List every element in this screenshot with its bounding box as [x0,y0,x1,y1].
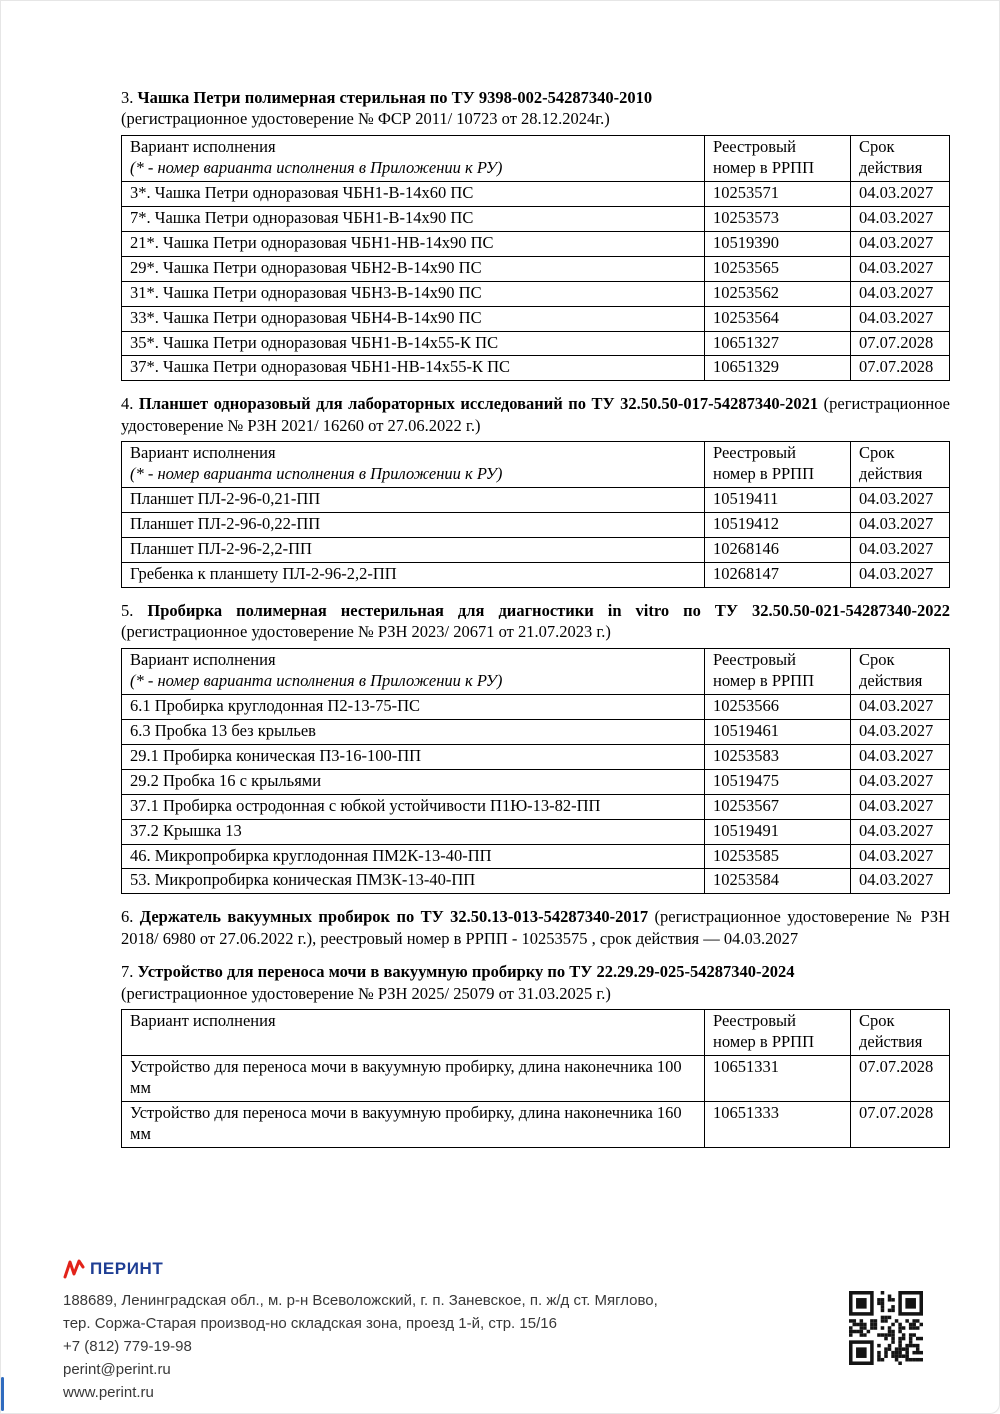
header-variant-label: Вариант исполнения [130,136,276,156]
heading-run: 7. [121,962,138,982]
variant-cell: Устройство для переноса мочи в вакуумную пробирку, длина наконечника 160 мм [122,1101,705,1147]
registry-cell: 10253573 [705,206,851,231]
header-variant-note: (* - номер варианта исполнения в Приложении к РУ) [130,464,503,484]
qr-code [849,1291,923,1365]
heading-run: Пробирка полимерная нестерильная для диагностики in vitro по ТУ 32.50.50-021-54287340-2022 [147,601,950,620]
term-cell: 04.03.2027 [851,744,950,769]
footer-address-line-2: тер. Соржа-Старая производ-но складская зона, проезд 1-й, стр. 15/16 [63,1315,557,1332]
table-row [122,694,950,719]
table-row [122,206,950,231]
registry-cell: 10519411 [705,488,851,513]
header-variant-note: (* - номер варианта исполнения в Приложении к РУ) [130,670,503,690]
variant-cell: 29.1 Пробирка коническая П3-16-100-ПП [122,744,705,769]
table-row [122,488,950,513]
section-4-heading [121,393,950,436]
table-row [122,794,950,819]
table-row [122,306,950,331]
section-7-heading [121,961,950,1004]
section-6 [121,906,950,949]
variant-cell: 37.1 Пробирка остродонная с юбкой устойчивости П1Ю-13-82-ПП [122,794,705,819]
header-registry-cell: Реестровый номер в РРПП [705,1010,851,1056]
section-5 [121,600,950,894]
registry-cell: 10253566 [705,694,851,719]
section-5-table [121,648,950,895]
term-cell: 04.03.2027 [851,694,950,719]
registry-cell: 10519390 [705,231,851,256]
registry-cell: 10519491 [705,819,851,844]
perint-logo-text: ПЕРИНТ [90,1259,164,1278]
header-term-cell: Срок действия [851,135,950,181]
term-cell: 07.07.2028 [851,331,950,356]
table-row [122,331,950,356]
section-5-heading [121,600,950,643]
heading-run: Чашка Петри полимерная стерильная по ТУ 9398-002-54287340-2010 [137,88,653,107]
variant-cell: 29*. Чашка Петри одноразовая ЧБН2-В-14х90 ПС [122,256,705,281]
section-3-heading [121,87,950,130]
heading-run: (регистрационное удостоверение № РЗН 2018/ 6980 от 27.06.2022 г.), реестровый номер в РРПП - 10253575 , срок действия — 04.03.2027 [121,907,951,948]
table-row [122,1056,950,1102]
corner-mark [1,1377,4,1411]
registry-cell: 10651333 [705,1101,851,1147]
heading-run: 3. [121,88,138,107]
section-7-table [121,1009,950,1148]
header-registry-cell: Реестровый номер в РРПП [705,442,851,488]
heading-run: (регистрационное удостоверение № ФСР 2011/ 10723 от 28.12.2024г.) [121,109,610,129]
term-cell: 04.03.2027 [851,538,950,563]
term-cell: 04.03.2027 [851,206,950,231]
registry-cell: 10519475 [705,769,851,794]
registry-cell: 10253567 [705,794,851,819]
table-row [122,744,950,769]
heading-run: 4. [121,394,139,414]
header-variant-label: Вариант исполнения [130,649,276,669]
term-cell: 07.07.2028 [851,1101,950,1147]
term-cell: 04.03.2027 [851,719,950,744]
registry-cell: 10253562 [705,281,851,306]
variant-cell: 21*. Чашка Петри одноразовая ЧБН1-НВ-14х90 ПС [122,231,705,256]
heading-run: (регистрационное удостоверение № РЗН 2025/ 25079 от 31.03.2025 г.) [121,983,611,1003]
term-cell: 07.07.2028 [851,356,950,381]
registry-cell: 10253585 [705,844,851,869]
table-header-row [122,442,950,488]
table-header-row [122,135,950,181]
header-registry-cell: Реестровый номер в РРПП [705,135,851,181]
table-row [122,719,950,744]
variant-cell: 6.3 Пробка 13 без крыльев [122,719,705,744]
footer [63,1257,947,1401]
header-variant-cell [122,648,705,694]
table-row [122,281,950,306]
heading-run: Планшет одноразовый для лабораторных исследований по ТУ 32.50.50-017-54287340-2021 [138,394,819,414]
registry-cell: 10268146 [705,538,851,563]
header-term-cell: Срок действия [851,648,950,694]
variant-cell: 29.2 Пробка 16 с крыльями [122,769,705,794]
table-row [122,231,950,256]
variant-cell: 31*. Чашка Петри одноразовая ЧБН3-В-14х90 ПС [122,281,705,306]
footer-phone: +7 (812) 779-19-98 [63,1338,192,1355]
variant-cell: Планшет ПЛ-2-96-0,22-ПП [122,513,705,538]
term-cell: 07.07.2028 [851,1056,950,1102]
registry-cell: 10519412 [705,513,851,538]
variant-cell: 7*. Чашка Петри одноразовая ЧБН1-В-14х90 ПС [122,206,705,231]
term-cell: 04.03.2027 [851,306,950,331]
header-variant-cell [122,442,705,488]
registry-cell: 10253565 [705,256,851,281]
perint-logo [63,1257,947,1281]
variant-cell: 33*. Чашка Петри одноразовая ЧБН4-В-14х90 ПС [122,306,705,331]
table-row [122,356,950,381]
table-row [122,1101,950,1147]
header-variant-cell [122,1010,705,1056]
term-cell: 04.03.2027 [851,794,950,819]
table-row [122,538,950,563]
variant-cell: 46. Микропробирка круглодонная ПМ2К-13-40-ПП [122,844,705,869]
registry-cell: 10253564 [705,306,851,331]
heading-run: (регистрационное удостоверение № РЗН 2023/ 20671 от 21.07.2023 г.) [121,622,611,642]
table-header-row [122,1010,950,1056]
variant-cell: 35*. Чашка Петри одноразовая ЧБН1-В-14х55-К ПС [122,331,705,356]
term-cell: 04.03.2027 [851,819,950,844]
header-term-cell: Срок действия [851,442,950,488]
sections [121,87,950,1148]
section-4-table [121,441,950,588]
term-cell: 04.03.2027 [851,488,950,513]
registry-cell: 10253584 [705,869,851,894]
header-variant-cell [122,135,705,181]
table-row [122,563,950,588]
table-header-row [122,648,950,694]
term-cell: 04.03.2027 [851,231,950,256]
header-variant-label: Вариант исполнения [130,443,276,463]
header-variant-note: (* - номер варианта исполнения в Приложении к РУ) [130,157,503,177]
term-cell: 04.03.2027 [851,256,950,281]
registry-cell: 10651329 [705,356,851,381]
table-row [122,819,950,844]
footer-contact-block [63,1289,947,1404]
variant-cell: Устройство для переноса мочи в вакуумную пробирку, длина наконечника 100 мм [122,1056,705,1102]
table-row [122,869,950,894]
section-4 [121,393,950,588]
footer-website: www.perint.ru [63,1384,154,1401]
heading-run: 6. [121,907,140,927]
variant-cell: Гребенка к планшету ПЛ-2-96-2,2-ПП [122,563,705,588]
term-cell: 04.03.2027 [851,563,950,588]
perint-logo-icon [63,1259,85,1279]
table-row [122,256,950,281]
term-cell: 04.03.2027 [851,513,950,538]
variant-cell: 37.2 Крышка 13 [122,819,705,844]
header-term-cell: Срок действия [851,1010,950,1056]
variant-cell: 53. Микропробирка коническая ПМ3К-13-40-ПП [122,869,705,894]
heading-run: (регистрационное удостоверение № РЗН 2021/ 16260 от 27.06.2022 г.) [121,394,951,435]
section-6-heading [121,906,950,949]
table-row [122,769,950,794]
variant-cell: Планшет ПЛ-2-96-2,2-ПП [122,538,705,563]
registry-cell: 10519461 [705,719,851,744]
term-cell: 04.03.2027 [851,844,950,869]
term-cell: 04.03.2027 [851,769,950,794]
variant-cell: 37*. Чашка Петри одноразовая ЧБН1-НВ-14х55-К ПС [122,356,705,381]
heading-run: 5. [121,601,148,620]
registry-cell: 10268147 [705,563,851,588]
section-3 [121,87,950,381]
heading-run: Держатель вакуумных пробирок по ТУ 32.50.13-013-54287340-2017 [139,907,649,927]
section-7 [121,961,950,1148]
table-row [122,181,950,206]
header-registry-cell: Реестровый номер в РРПП [705,648,851,694]
term-cell: 04.03.2027 [851,869,950,894]
registry-cell: 10651327 [705,331,851,356]
footer-email: perint@perint.ru [63,1361,171,1378]
registry-cell: 10253571 [705,181,851,206]
variant-cell: 3*. Чашка Петри одноразовая ЧБН1-В-14х60 ПС [122,181,705,206]
footer-address-line-1: 188689, Ленинградская обл., м. р-н Всеволожский, г. п. Заневское, п. ж/д ст. Мяглово, [63,1292,658,1309]
section-3-table [121,135,950,382]
table-row [122,844,950,869]
heading-run: Устройство для переноса мочи в вакуумную пробирку по ТУ 22.29.29-025-54287340-2024 [137,962,795,982]
registry-cell: 10253583 [705,744,851,769]
term-cell: 04.03.2027 [851,181,950,206]
term-cell: 04.03.2027 [851,281,950,306]
header-variant-label: Вариант исполнения [130,1011,276,1031]
variant-cell: 6.1 Пробирка круглодонная П2-13-75-ПС [122,694,705,719]
registry-cell: 10651331 [705,1056,851,1102]
table-row [122,513,950,538]
variant-cell: Планшет ПЛ-2-96-0,21-ПП [122,488,705,513]
